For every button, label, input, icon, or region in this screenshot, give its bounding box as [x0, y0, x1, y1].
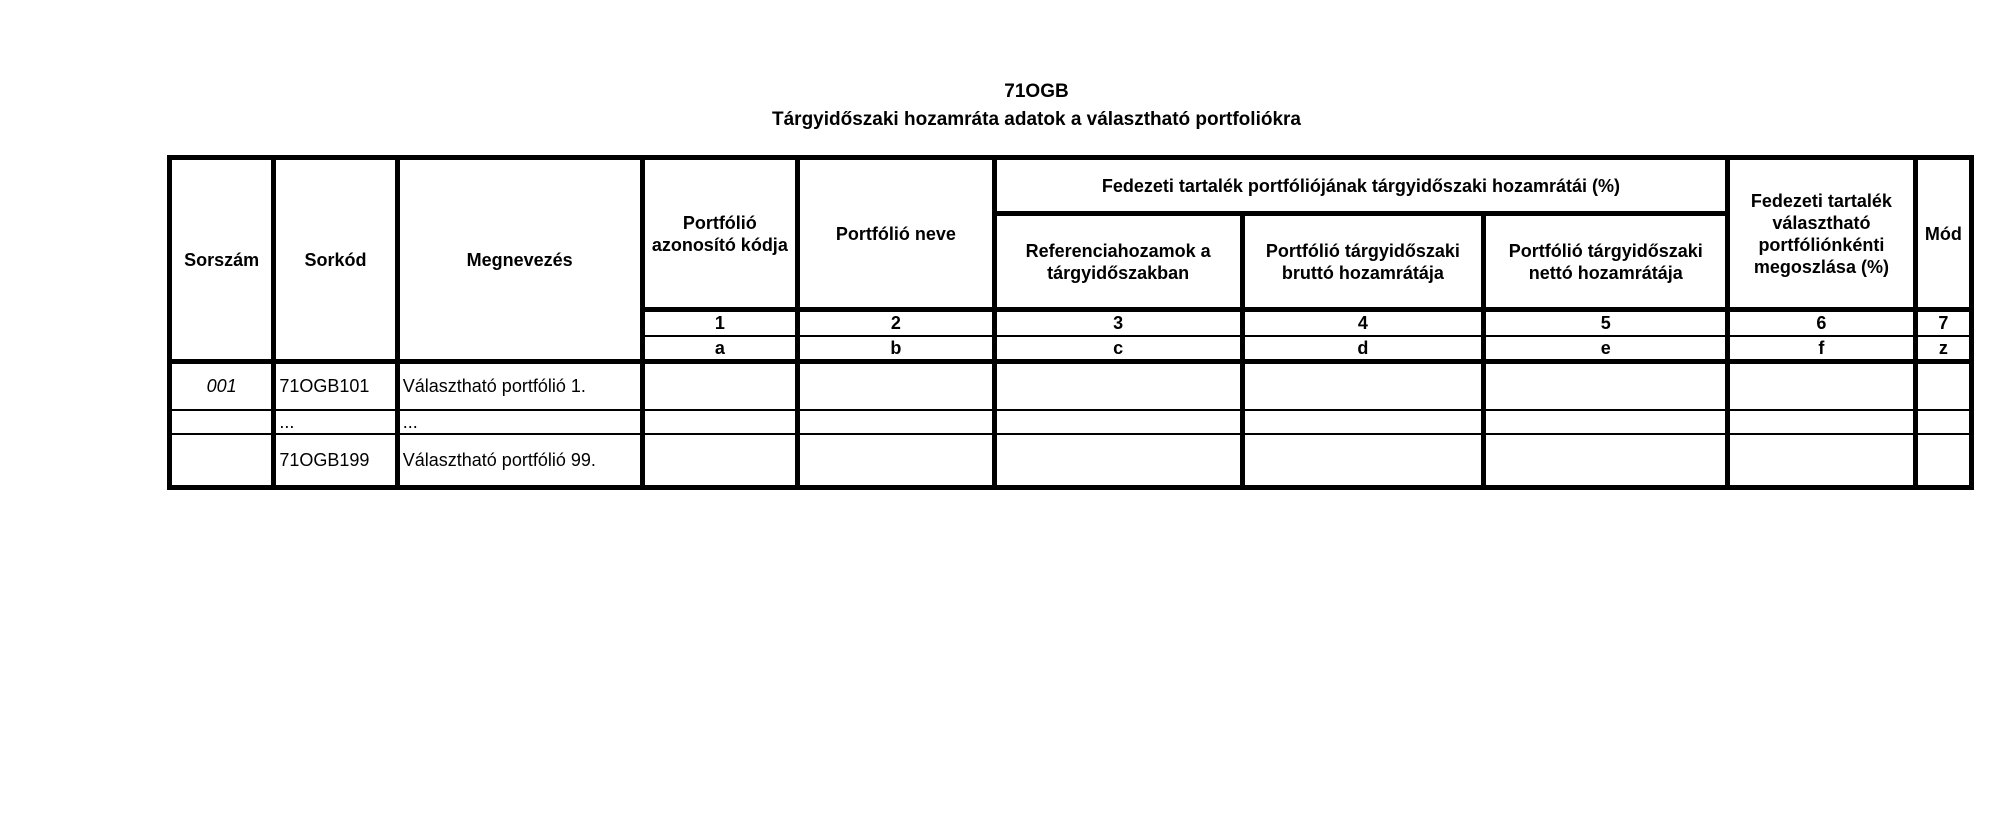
- header-megnevezes: Megnevezés: [397, 158, 642, 362]
- input-cell-z[interactable]: [1915, 410, 1971, 434]
- table-row: [170, 410, 1972, 434]
- input-cell-e[interactable]: [1484, 434, 1728, 488]
- column-letter: e: [1484, 336, 1728, 362]
- header-fedezeti-group: Fedezeti tartalék portfóliójának tárgyidőszaki hozamrátái (%): [994, 158, 1727, 214]
- input-cell-d[interactable]: [1242, 410, 1484, 434]
- portfolio-return-table: [167, 155, 1974, 490]
- column-letter: d: [1242, 336, 1484, 362]
- column-letter: c: [994, 336, 1242, 362]
- header-brutto: Portfólió tárgyidőszaki bruttó hozamrátája: [1242, 214, 1484, 310]
- input-cell-e[interactable]: [1484, 410, 1728, 434]
- row-megnevezes: ...: [397, 410, 642, 434]
- column-number: 5: [1484, 310, 1728, 336]
- input-cell-a[interactable]: [642, 410, 798, 434]
- input-cell-f[interactable]: [1728, 410, 1916, 434]
- row-megnevezes: Választható portfólió 1.: [397, 362, 642, 410]
- input-cell-a[interactable]: [642, 362, 798, 410]
- input-cell-b[interactable]: [798, 434, 995, 488]
- document-code: 71OGB: [1004, 81, 1069, 102]
- input-cell-b[interactable]: [798, 362, 995, 410]
- input-cell-e[interactable]: [1484, 362, 1728, 410]
- header-sorszam: Sorszám: [170, 158, 274, 362]
- column-letter: a: [642, 336, 798, 362]
- input-cell-z[interactable]: [1915, 434, 1971, 488]
- input-cell-a[interactable]: [642, 434, 798, 488]
- header-portfolio-neve: Portfólió neve: [798, 158, 995, 310]
- header-netto: Portfólió tárgyidőszaki nettó hozamrátája: [1484, 214, 1728, 310]
- row-sorkod: ...: [274, 410, 397, 434]
- header-megoszlas: Fedezeti tartalék választható portfóliónkénti megoszlása (%): [1728, 158, 1916, 310]
- column-number: 7: [1915, 310, 1971, 336]
- table-row: [170, 434, 1972, 488]
- column-number: 1: [642, 310, 798, 336]
- input-cell-c[interactable]: [994, 434, 1242, 488]
- row-sorkod: 71OGB199: [274, 434, 397, 488]
- row-sorszam: [170, 410, 274, 434]
- input-cell-c[interactable]: [994, 410, 1242, 434]
- row-megnevezes: Választható portfólió 99.: [397, 434, 642, 488]
- input-cell-d[interactable]: [1242, 362, 1484, 410]
- column-letter: z: [1915, 336, 1971, 362]
- input-cell-c[interactable]: [994, 362, 1242, 410]
- table-row: [170, 362, 1972, 410]
- column-number: 4: [1242, 310, 1484, 336]
- header-sorkod: Sorkód: [274, 158, 397, 362]
- input-cell-d[interactable]: [1242, 434, 1484, 488]
- row-sorszam: 001: [170, 362, 274, 410]
- column-number: 2: [798, 310, 995, 336]
- header-portfolio-azonosito: Portfólió azonosító kódja: [642, 158, 798, 310]
- document-title-block: [0, 78, 2010, 134]
- column-letter: b: [798, 336, 995, 362]
- input-cell-f[interactable]: [1728, 434, 1916, 488]
- column-number: 6: [1728, 310, 1916, 336]
- document-title: Tárgyidőszaki hozamráta adatok a választható portfoliókra: [772, 109, 1301, 130]
- row-sorszam: [170, 434, 274, 488]
- header-referencia: Referenciahozamok a tárgyidőszakban: [994, 214, 1242, 310]
- row-sorkod: 71OGB101: [274, 362, 397, 410]
- input-cell-b[interactable]: [798, 410, 995, 434]
- header-mod: Mód: [1915, 158, 1971, 310]
- input-cell-z[interactable]: [1915, 362, 1971, 410]
- column-letter: f: [1728, 336, 1916, 362]
- column-number: 3: [994, 310, 1242, 336]
- input-cell-f[interactable]: [1728, 362, 1916, 410]
